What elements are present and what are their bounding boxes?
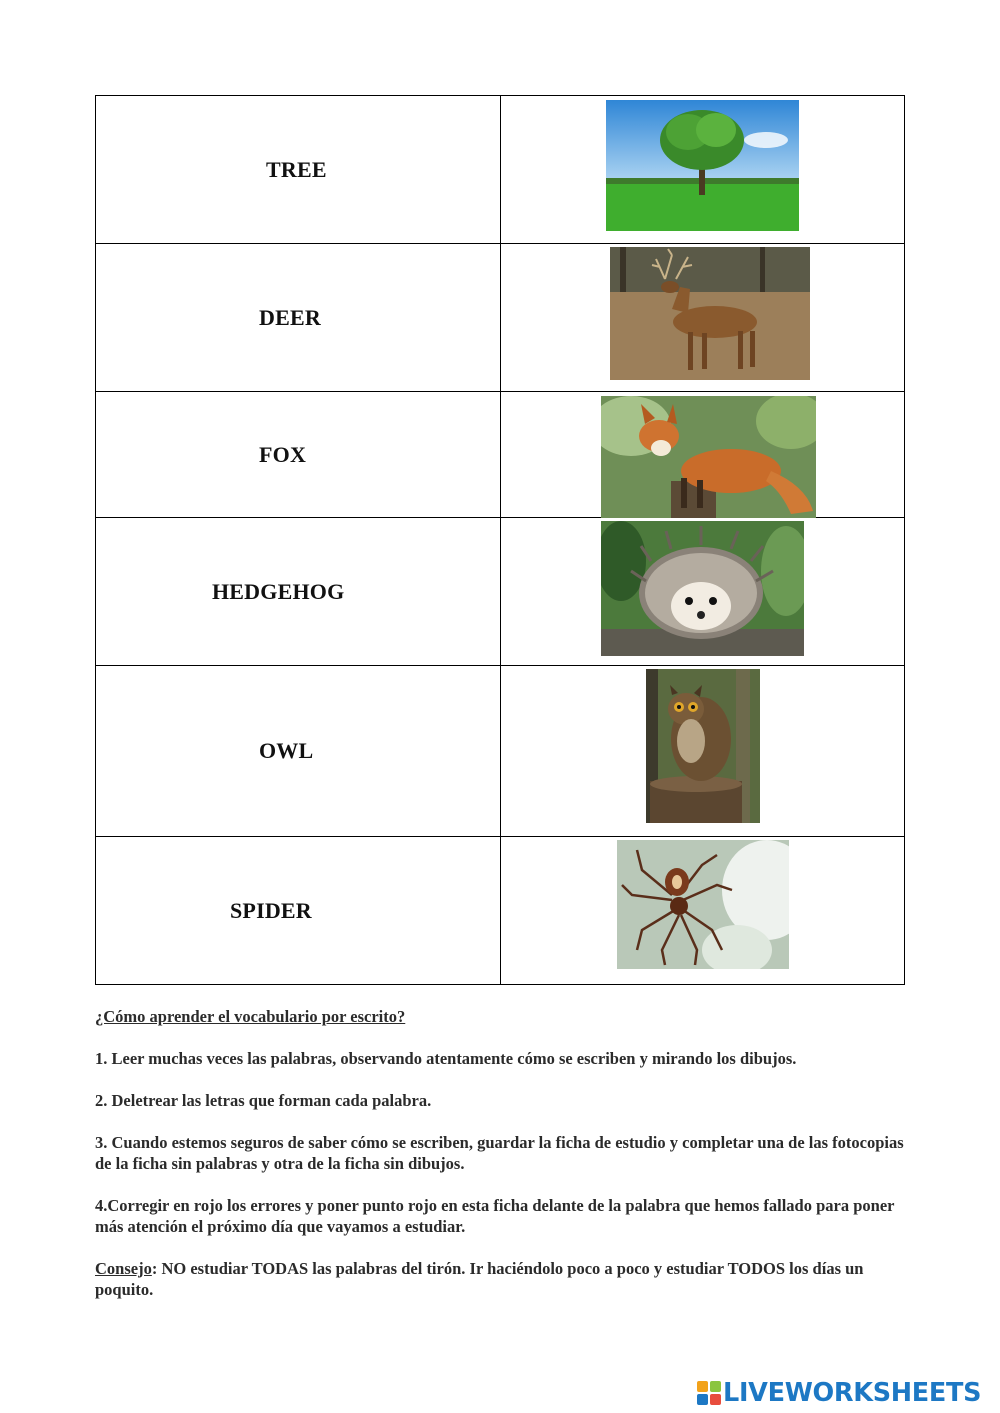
word-cell	[96, 518, 501, 666]
word-cell	[96, 666, 501, 837]
image-cell	[501, 244, 905, 392]
owl-photo	[646, 669, 760, 823]
table-row	[96, 666, 905, 837]
tree-photo	[606, 100, 799, 231]
hedgehog-photo	[601, 521, 804, 656]
logo-text: LIVEWORKSHEETS	[723, 1378, 982, 1408]
vocabulary-table	[95, 95, 905, 985]
instructions-heading: ¿Cómo aprender el vocabulario por escrito?	[95, 1007, 406, 1026]
fox-photo	[601, 396, 816, 518]
table-row	[96, 392, 905, 518]
word-label: HEDGEHOG	[212, 578, 345, 604]
instruction-step-4: 4.Corregir en rojo los errores y poner punto rojo en esta ficha delante de la palabra que hemos fallado para poner más atención el próximo día que vayamos a estudiar.	[95, 1196, 895, 1236]
instruction-step-1: 1. Leer muchas veces las palabras, observando atentamente cómo se escriben y mirando los dibujos.	[95, 1049, 797, 1068]
word-label: OWL	[259, 738, 314, 763]
tip	[95, 1258, 910, 1300]
table-row	[96, 518, 905, 666]
word-cell	[96, 392, 501, 518]
image-cell	[501, 666, 905, 837]
word-label: FOX	[259, 441, 307, 467]
liveworksheets-logo-icon	[697, 1381, 721, 1405]
word-cell	[96, 837, 501, 985]
word-cell	[96, 96, 501, 244]
word-label: TREE	[266, 156, 327, 182]
image-cell	[501, 837, 905, 985]
instruction-step-2: 2. Deletrear las letras que forman cada palabra.	[95, 1091, 432, 1110]
spider-photo	[617, 840, 789, 969]
table-row	[96, 96, 905, 244]
image-cell	[501, 392, 905, 518]
word-cell	[96, 244, 501, 392]
table-row	[96, 837, 905, 985]
tip-text: : NO estudiar TODAS las palabras del tirón. Ir haciéndolo poco a poco y estudiar TODOS los días un poquito.	[95, 1259, 864, 1299]
image-cell	[501, 96, 905, 244]
tip-label: Consejo	[95, 1259, 152, 1278]
image-cell	[501, 518, 905, 666]
liveworksheets-logo	[697, 1377, 981, 1409]
word-label: SPIDER	[230, 897, 312, 923]
instructions	[95, 1006, 910, 1321]
table-row	[96, 244, 905, 392]
word-label: DEER	[259, 304, 321, 330]
deer-photo	[610, 247, 810, 380]
instruction-step-3: 3. Cuando estemos seguros de saber cómo se escriben, guardar la ficha de estudio y completar una de las fotocopias de la ficha sin palabras y otra de la ficha sin dibujos.	[95, 1133, 904, 1173]
